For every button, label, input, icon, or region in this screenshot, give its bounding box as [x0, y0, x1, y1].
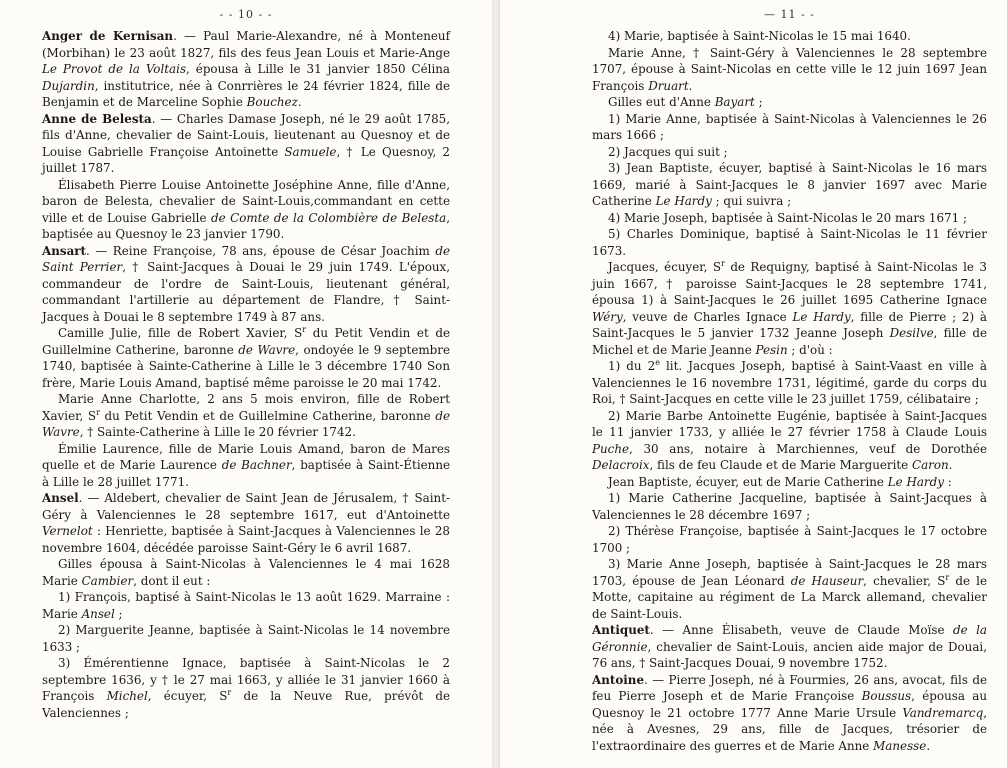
entry-headword: Ansart	[42, 243, 87, 258]
paragraph-marie-anne	[592, 45, 987, 95]
text-run: de le Motte, capitaine au régiment de La Marck allemand, chevalier de Saint-Louis.	[592, 573, 987, 621]
text-run: . — Pierre Joseph, né à Fourmies, 26 ans, avocat, fils de feu Pierre Joseph et de Marie Françoise	[592, 672, 987, 703]
text-run: 2) Thérèse Françoise, baptisée à Saint-Jacques le 17 octobre 1700 ;	[592, 524, 987, 555]
paragraph-camille-julie	[42, 325, 450, 391]
italic-name: Ansel	[81, 606, 115, 621]
italic-name: de Comte de la Colombière de Belesta	[210, 210, 447, 225]
text-run: 2) Marguerite Jeanne, baptisée à Saint-Nicolas le 14 novembre 1633 ;	[42, 623, 450, 654]
paragraph-emilie-laurence	[42, 441, 450, 491]
text-run: .	[948, 458, 953, 472]
text-run: .	[688, 78, 693, 93]
italic-name: Dujardin	[42, 78, 95, 93]
paragraph-ansel-child-3	[42, 655, 450, 721]
page-number: - - 10 - -	[219, 8, 273, 21]
paragraph-bayart-child-3	[592, 160, 987, 210]
paragraph-jacques-ecuyer	[592, 259, 987, 358]
right-page	[500, 0, 1007, 768]
text-run: Émilie Laurence, fille de Marie Louis Amand, baron de Mares quelle et de Marie Laurence	[42, 441, 450, 472]
text-run: Marie Anne Charlotte, 2 ans 5 mois environ, fille de Robert Xavier, S	[42, 392, 450, 423]
text-run: . — Reine Françoise, 78 ans, épouse de César Joachim	[86, 243, 436, 258]
page-number: — 11 - -	[764, 8, 815, 21]
text-run: Marie Anne, † Saint-Géry à Valenciennes le 28 septembre 1707, épouse à Saint-Nicolas en cette ville le 12 juin 1697 Jean François	[592, 45, 987, 93]
text-run: du Petit Vendin et de Guillelmine Catherine, baronne	[99, 408, 436, 423]
text-run: 1) du 2	[608, 359, 656, 373]
text-run: de la Neuve Rue, prévôt de Valenciennes ;	[42, 689, 451, 720]
text-run: , institutrice, née à Conrrières le 24 février 1824, fille de Benjamin et de Marceline Sophie	[42, 78, 450, 109]
italic-name: Bayart	[714, 95, 755, 109]
entry-headword: Ansel	[42, 491, 79, 505]
book-gutter	[492, 0, 500, 768]
text-run: , ondoyée le 9 septembre 1740, baptisée à Sainte-Catherine à Lille le 3 décembre 1740 Son frère, Marie Louis Amand, baptisé même paroisse le 20 mai 1742.	[42, 342, 450, 390]
text-run: , fils de feu Claude et de Marie Marguerite	[649, 458, 912, 472]
text-run: , épousa au Quesnoy le 21 octobre 1777 Anne Marie Ursule	[592, 689, 988, 720]
text-run: de Requigny, baptisé à Saint-Nicolas le 3 juin 1667, † paroisse Saint-Jacques le 28 septembre 1741, épousa 1) à Saint-Jacques le 26 juillet 1695 Catherine Ignace	[592, 260, 987, 307]
paragraph-antoine	[592, 672, 987, 755]
italic-name: Le Provot de la Voltais	[42, 62, 187, 76]
paragraph-bayart-child-5	[592, 226, 987, 259]
paragraph-antiquet	[592, 622, 987, 672]
text-run: du Petit Vendin et de Guillelmine Catherine, baronne	[42, 326, 450, 357]
text-run: , épousa à Lille le 31 janvier 1850 Célina	[186, 62, 450, 76]
text-run: lit. Jacques Joseph, baptisé à Saint-Vaast en ville à Valenciennes le 16 novembre 1731, légitimé, garde du corps du Roi, † Saint-Jacques en cette ville le 23 juillet 1759, célibataire ;	[592, 359, 987, 406]
italic-name: de Saint Perrier	[42, 243, 450, 274]
text-run: 1) François, baptisé à Saint-Nicolas le 13 août 1629. Marraine : Marie	[42, 590, 450, 621]
paragraph-ansel-child-4	[592, 28, 987, 45]
italic-name: de Bachner	[221, 458, 292, 472]
entry-headword: Antoine	[592, 672, 645, 687]
text-run: 1) Marie Catherine Jacqueline, baptisée à Saint-Jacques à Valenciennes le 28 décembre 1697 ;	[592, 491, 987, 522]
italic-name: Vandremarcq	[902, 705, 984, 720]
text-run: .	[926, 738, 931, 753]
superscript: r	[302, 325, 307, 335]
italic-name: Pesin	[755, 342, 788, 357]
italic-name: Michel	[106, 689, 148, 703]
text-run: 3) Émérentienne Ignace, baptisée à Saint-Nicolas le 2 septembre 1636, y † le 27 mai 1663, y alliée le 31 janvier 1660 à François	[42, 656, 450, 703]
text-run: 3) Marie Anne Joseph, baptisée à Saint-Jacques le 28 mars 1703, épouse de Jean Léonard	[592, 557, 987, 588]
italic-name: Caron	[911, 458, 949, 472]
text-run: , veuve de Charles Ignace	[622, 309, 793, 324]
text-run: 4) Marie, baptisée à Saint-Nicolas le 15 mai 1640.	[608, 29, 911, 43]
left-page	[0, 0, 492, 768]
text-run: , chevalier, S	[863, 573, 946, 588]
italic-name: Le Hardy	[887, 474, 944, 489]
paragraph-jb-child-2	[592, 523, 987, 556]
superscript: r	[721, 259, 725, 269]
italic-name: Wéry	[592, 309, 623, 324]
paragraph-ansart	[42, 243, 450, 326]
page-text	[592, 28, 987, 754]
page-text	[42, 28, 450, 721]
text-run: , † Sainte-Catherine à Lille le 20 février 1742.	[79, 425, 356, 439]
text-run: 3) Jean Baptiste, écuyer, baptisé à Saint-Nicolas le 16 mars 1669, marié à Saint-Jacques le 8 janvier 1697 avec Marie Catherine	[592, 161, 987, 208]
text-run: :	[943, 474, 952, 489]
paragraph-jb-child-1	[592, 490, 987, 523]
italic-name: Manesse	[873, 738, 927, 753]
text-run: , chevalier de Saint-Louis, ancien aide major de Douai, 76 ans, † Saint-Jacques Douai, 9 novembre 1752.	[592, 639, 987, 670]
paragraph-bayart-child-2	[592, 144, 987, 161]
paragraph-jacques-child-2	[592, 408, 987, 474]
italic-name: Puche	[592, 441, 630, 456]
text-run: , baptisée au Quesnoy le 23 janvier 1790.	[42, 210, 450, 241]
italic-name: Cambier	[81, 573, 134, 588]
italic-name: Bouchez	[246, 95, 298, 109]
italic-name: de Wavre	[238, 342, 296, 357]
text-run: Camille Julie, fille de Robert Xavier, S	[58, 326, 303, 340]
paragraph-anne-de-belesta	[42, 111, 450, 177]
text-run: , écuyer, S	[147, 689, 228, 703]
italic-name: Le Hardy	[792, 309, 851, 324]
paragraph-ansel-child-2	[42, 622, 450, 655]
text-run: 4) Marie Joseph, baptisée à Saint-Nicolas le 20 mars 1671 ;	[608, 210, 967, 225]
paragraph-bayart-child-4	[592, 210, 987, 227]
italic-name: Samuele	[284, 144, 337, 159]
text-run: , 30 ans, notaire à Marchiennes, veuf de Dorothée	[629, 441, 987, 456]
text-run: . — Anne Élisabeth, veuve de Claude Moïse	[649, 623, 953, 637]
text-run: : Henriette, baptisée à Saint-Jacques à Valenciennes le 28 novembre 1604, décédée paroisse Saint-Géry le 6 avril 1687.	[42, 524, 450, 555]
paragraph-jacques-child-1	[592, 358, 987, 408]
paragraph-anger-de-kernisan	[42, 28, 450, 111]
superscript: r	[96, 407, 100, 417]
italic-name: Vernelot	[42, 524, 93, 538]
paragraph-bayart-child-1	[592, 111, 987, 144]
superscript: e	[655, 358, 660, 368]
paragraph-jb-child-3	[592, 556, 987, 622]
italic-name: Desilve	[889, 326, 934, 340]
entry-headword: Anger de Kernisan	[42, 29, 174, 43]
text-run: , † Saint-Jacques à Douai le 29 juin 1749. L'époux, commandeur de l'ordre de Saint-Louis, lieutenant général, commandant l'artillerie au département de Flandre, † Saint-Jacques à Douai le 8 septembre 1749 à 87 ans.	[42, 260, 450, 324]
text-run: Jacques, écuyer, S	[608, 260, 722, 274]
italic-name: de la Géronnie	[592, 623, 987, 654]
text-run: . — Paul Marie-Alexandre, né à Monteneuf (Morbihan) le 23 août 1827, fils des feus Jean Louis et Marie-Ange	[42, 29, 450, 60]
text-run: Élisabeth Pierre Louise Antoinette Joséphine Anne, fille d'Anne, baron de Belesta, chevalier de Saint-Louis,commandant en cette ville et de Louise Gabrielle	[42, 177, 450, 225]
text-run: 1) Marie Anne, baptisée à Saint-Nicolas à Valenciennes le 26 mars 1666 ;	[592, 111, 987, 142]
text-run: ;	[754, 95, 763, 109]
text-run: Jean Baptiste, écuyer, eut de Marie Catherine	[608, 474, 888, 489]
entry-headword: Anne de Belesta	[42, 111, 152, 126]
italic-name: de Hauseur	[790, 573, 864, 588]
superscript: r	[227, 688, 232, 698]
text-run: ; qui suivra ;	[711, 194, 792, 208]
text-run: , née à Avesnes, 29 ans, fille de Jacques, trésorier de l'extraordinaire des guerres et de Marie Anne	[592, 705, 987, 753]
text-run: , fille de Michel et de Marie Jeanne	[592, 326, 988, 357]
text-run: , baptisée à Saint-Étienne à Lille le 28 juillet 1771.	[42, 458, 451, 489]
text-run: . — Charles Damase Joseph, né le 29 août 1785, fils d'Anne, chevalier de Saint-Louis, lieutenant au Quesnoy et de Louise Gabrielle Françoise Antoinette	[42, 111, 450, 159]
paragraph-jean-baptiste	[592, 474, 987, 491]
text-run: 5) Charles Dominique, baptisé à Saint-Nicolas le 11 février 1673.	[592, 227, 987, 258]
text-run: , † Le Quesnoy, 2 juillet 1787.	[42, 144, 451, 175]
paragraph-marie-anne-charlotte	[42, 391, 450, 441]
text-run: 2) Marie Barbe Antoinette Eugénie, baptisée à Saint-Jacques le 11 janvier 1733, y alliée le 27 février 1758 à Claude Louis	[592, 408, 987, 439]
paragraph-gilles-epousa	[42, 556, 450, 589]
italic-name: de Wavre	[42, 408, 450, 439]
text-run: Gilles épousa à Saint-Nicolas à Valenciennes le 4 mai 1628 Marie	[42, 557, 450, 588]
paragraph-ansel-child-1	[42, 589, 450, 622]
text-run: , fille de Pierre ; 2) à Saint-Jacques le 5 janvier 1732 Jeanne Joseph	[592, 309, 988, 340]
italic-name: Boussus	[861, 689, 912, 703]
paragraph-ansel	[42, 490, 450, 556]
italic-name: Delacroix	[592, 458, 650, 472]
superscript: r	[945, 572, 950, 582]
text-run: .	[297, 95, 302, 109]
text-run: Gilles eut d'Anne	[608, 95, 715, 109]
text-run: , dont il eut :	[133, 573, 211, 588]
italic-name: Druart	[648, 78, 689, 93]
entry-headword: Antiquet	[592, 623, 650, 637]
text-run: 2) Jacques qui suit ;	[608, 144, 728, 159]
paragraph-gilles-eut	[592, 94, 987, 111]
text-run: . — Aldebert, chevalier de Saint Jean de Jérusalem, † Saint-Géry à Valenciennes le 28 septembre 1617, eut d'Antoinette	[42, 491, 450, 522]
italic-name: Le Hardy	[655, 194, 712, 208]
text-run: ;	[114, 606, 123, 621]
text-run: ; d'où :	[787, 342, 833, 357]
paragraph-elisabeth-pierre	[42, 177, 450, 243]
